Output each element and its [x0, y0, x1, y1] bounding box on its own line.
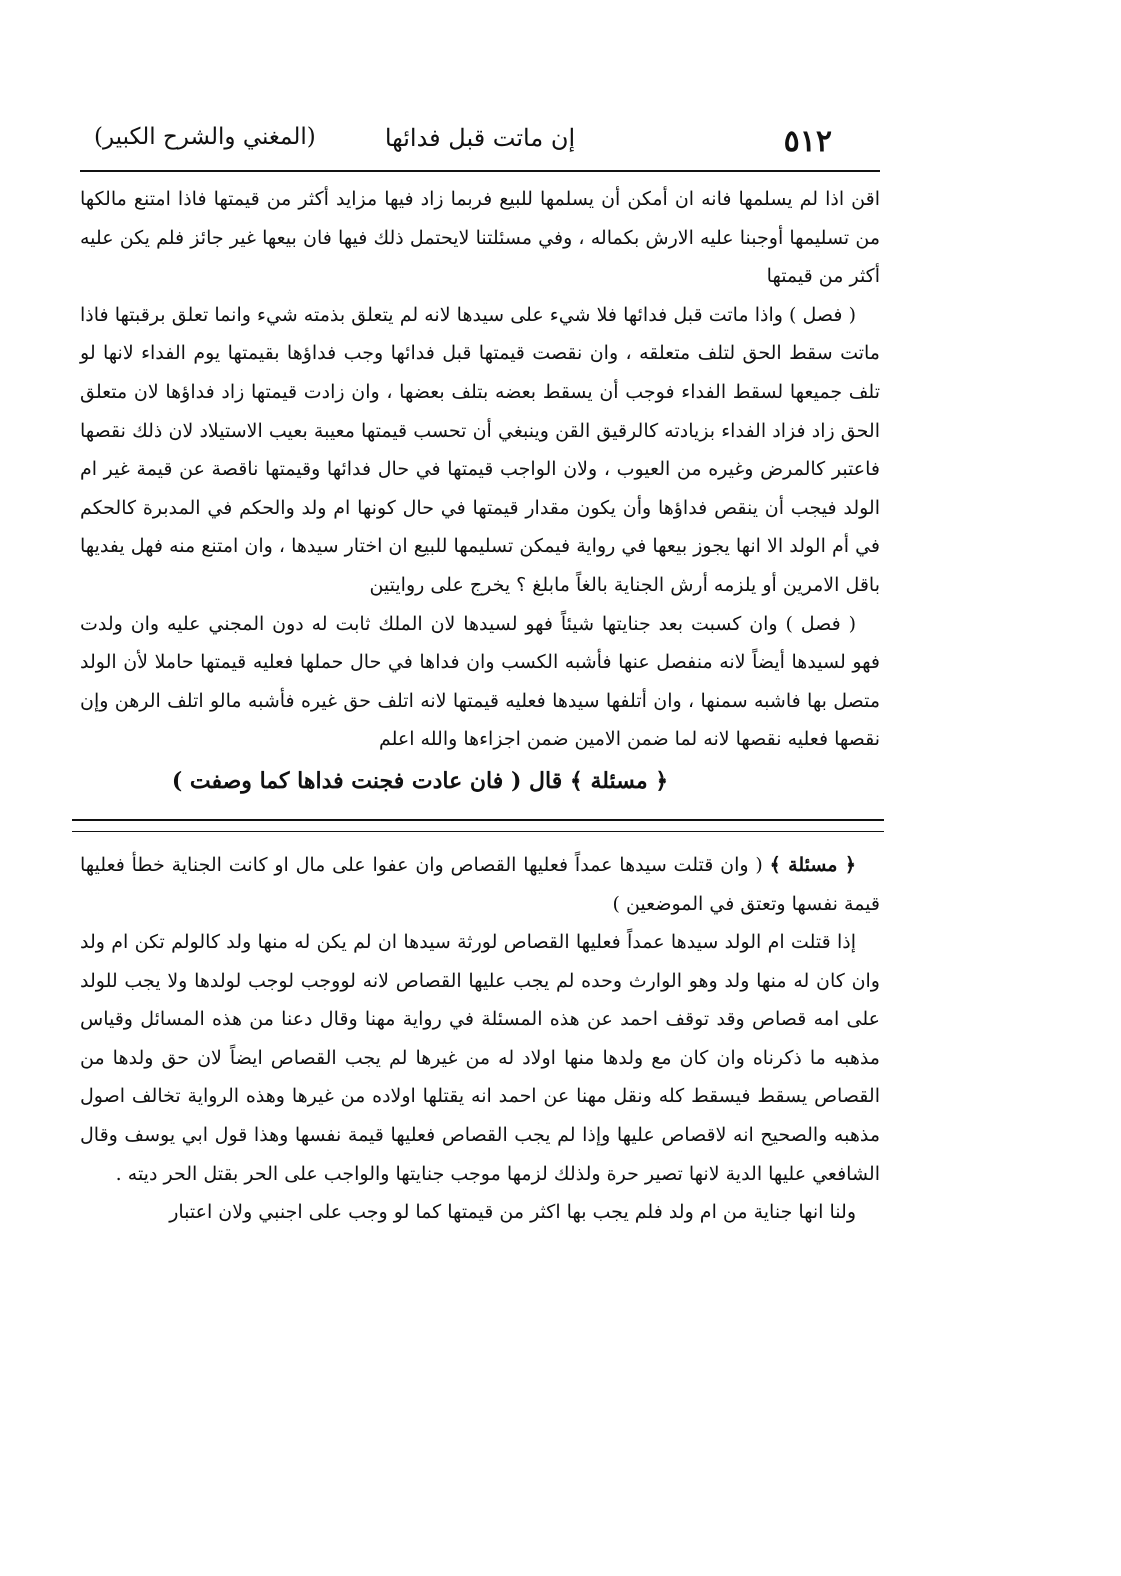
masala-quote	[80, 761, 880, 801]
masala-text: ( وان قتلت سيدها عمداً فعليها القصاص وان عفوا على مال او كانت الجناية خطأ فعليها قيمة نفسها وتعتق في الموضعين )	[80, 853, 880, 915]
mughni-section	[80, 846, 880, 1232]
page-number: ٥١٢	[783, 124, 832, 159]
paragraph: ( فصل ) وان كسبت بعد جنايتها شيئاً فهو لسيدها لان الملك ثابت له دون المجني عليه وان ولدت فهو لسيدها أيضاً لانه منفصل عنها فأشبه الكسب وان فداها في حال حملها فعليه قيمتها حاملا لأن الولد متصل بها فاشبه سمنها ، وان أتلفها سيدها فعليه قيمتها لانه اتلف حق غيره فأشبه مالو اتلف الرهن وإن نقصها فعليه نقصها لانه لما ضمن الامين ضمن اجزاءها والله اعلم	[80, 612, 880, 751]
book-title: (المغني والشرح الكبير)	[94, 124, 316, 150]
paragraph: اقن اذا لم يسلمها فانه ان أمكن أن يسلمها للبيع فربما زاد فيها مزايد أكثر من قيمتها فاذا امتنع مالكها من تسليمها أوجبنا عليه الارش بكماله ، وفي مسئلتنا لايحتمل ذلك فيها فان بيعها غير جائز فلم يكن عليه أكثر من قيمتها	[80, 188, 880, 288]
running-title: إن ماتت قبل فدائها	[384, 124, 576, 152]
sharh-section	[80, 180, 880, 759]
masala-marker: ﴿ مسئلة ﴾	[769, 853, 856, 876]
section-divider	[72, 819, 884, 832]
paragraph: ولنا انها جناية من ام ولد فلم يجب بها اكثر من قيمتها كما لو وجب على اجنبي ولان اعتبار	[169, 1201, 856, 1224]
masala-marker: ﴿ مسئلة ﴾	[569, 767, 669, 794]
qal-word: قال	[529, 767, 563, 794]
paragraph: ( فصل ) واذا ماتت قبل فدائها فلا شيء على سيدها لانه لم يتعلق بذمته شيء وانما تعلق برقبتها فاذا ماتت سقط الحق لتلف متعلقه ، وان نقصت قيمتها قبل فدائها وجب فداؤها بقيمتها يوم الفداء لانها لو تلف جميعها لسقط الفداء فوجب أن يسقط بعضه بتلف بعضها ، وان زادت قيمتها زاد فداؤها لان متعلق الحق زاد فزاد الفداء بزيادته كالرقيق القن وينبغي أن تحسب قيمتها معيبة بعيب الاستيلاد لان ذلك نقصها فاعتبر كالمرض وغيره من العيوب ، ولان الواجب قيمتها في حال فدائها وقيمتها ناقصة عن قيمة غير ام الولد فيجب أن ينقص فداؤها وأن يكون مقدار قيمتها في حال كونها ام ولد والحكم في المدبرة كالحكم في أم الولد الا انها يجوز بيعها في رواية فيمكن تسليمها للبيع ان اختار سيدها ، وان امتنع منه فهل يفديها باقل الامرين أو يلزمه أرش الجناية بالغاً مابلغ ؟ يخرج على روايتين	[80, 303, 880, 596]
masala-text: ( فان عادت فجنت فداها كما وصفت )	[171, 767, 522, 794]
masala-paragraph	[80, 846, 880, 923]
page-header	[80, 118, 880, 172]
document-page	[80, 118, 880, 1232]
paragraph: إذا قتلت ام الولد سيدها عمداً فعليها القصاص لورثة سيدها ان لم يكن له منها ولد كالولم تكن ام ولد وان كان له منها ولد وهو الوارث وحده لم يجب عليها القصاص لانه لووجب لوجب لولدها ولا يجب للولد على امه قصاص وقد توقف احمد عن هذه المسئلة في رواية مهنا وقال دعنا من هذه المسائل وقياس مذهبه ما ذكرناه وان كان مع ولدها منها اولاد له من غيرها لم يجب القصاص ايضاً لان حق ولدها من القصاص يسقط فيسقط كله ونقل مهنا عن احمد انه يقتلها اولاده من غيرها وهذه الرواية تخالف اصول مذهبه والصحيح انه لاقصاص عليها وإذا لم يجب القصاص فعليها قيمة نفسها وهذا قول ابي يوسف وقال الشافعي عليها الدية لانها تصير حرة ولذلك لزمها موجب جنايتها والواجب على الحر بقتل الحر ديته .	[80, 931, 880, 1185]
